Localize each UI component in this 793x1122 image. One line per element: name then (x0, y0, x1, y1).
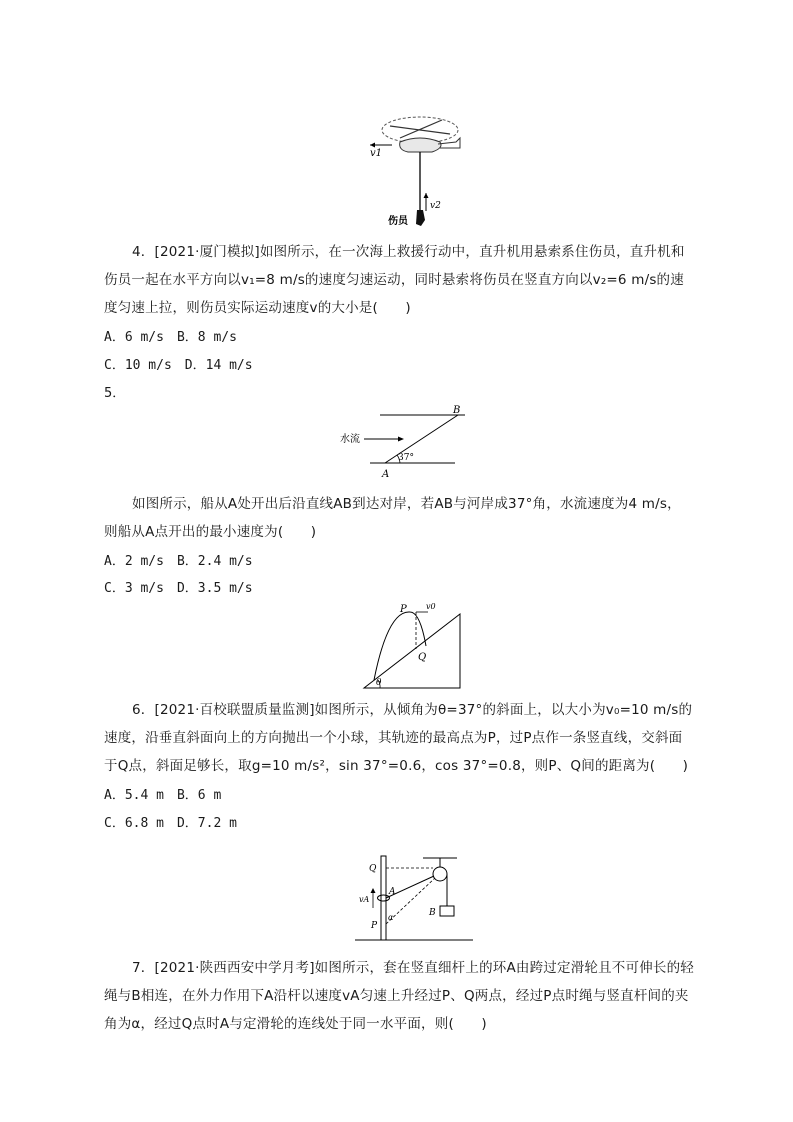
point-p-label: P (400, 604, 407, 615)
helicopter-figure (360, 108, 470, 233)
block-b-label: B (429, 908, 436, 918)
person-label: 伤员 (388, 216, 408, 227)
point-a-label: A (389, 887, 396, 897)
point-q-label: Q (369, 864, 377, 874)
q4-options-1[interactable]: A．6 m/s B．8 m/s (104, 330, 237, 345)
q6-stem: 6．[2021·百校联盟质量监测]如图所示，从倾角为θ=37°的斜面上，以大小为v₀=10 m/s的速度，沿垂直斜面向上的方向抛出一个小球，其轨迹的最高点为P，过P点作一条竖直线，交斜面于Q点，斜面足够长，取g=10 m/s²，sin 37°=0.6，cos 37°=0.8，则P、Q间的距离为( ) (104, 702, 693, 774)
q6-options-1[interactable]: A．5.4 m B．6 m (104, 788, 222, 803)
q5-stem: 如图所示，船从A处开出后沿直线AB到达对岸，若AB与河岸成37°角，水流速度为4 m/s，则船从A点开出的最小速度为( ) (104, 496, 681, 540)
rod (381, 856, 386, 940)
point-a-label: A (382, 469, 390, 480)
point-q-label: Q (418, 652, 427, 663)
v1-label: v1 (370, 148, 383, 159)
q5-options-2[interactable]: C．3 m/s D．3.5 m/s (104, 581, 253, 596)
angle-label: 37° (398, 453, 414, 463)
point-p-label: P (371, 921, 378, 931)
injured-person (416, 210, 425, 226)
alpha-label: α (388, 913, 394, 922)
q5-number: 5． (104, 386, 126, 401)
helicopter-body (400, 138, 441, 152)
ring-pulley-figure (345, 852, 475, 947)
incline (364, 614, 460, 688)
rotor-blade (400, 120, 442, 138)
helicopter-tail (438, 138, 460, 148)
v0-label: v0 (426, 602, 436, 611)
q5-options-1[interactable]: A．2 m/s B．2.4 m/s (104, 554, 253, 569)
pulley (433, 867, 447, 881)
point-b-label: B (453, 405, 461, 416)
theta-label: θ (376, 678, 382, 688)
block-b (440, 906, 454, 916)
q6-options-2[interactable]: C．6.8 m D．7.2 m (104, 816, 237, 831)
v2-label: v2 (430, 201, 441, 211)
incline-figure (360, 600, 465, 692)
river-figure (340, 405, 470, 485)
q4-options-2[interactable]: C．10 m/s D．14 m/s (104, 358, 253, 373)
q7-stem: 7．[2021·陕西西安中学月考]如图所示，套在竖直细杆上的环A由跨过定滑轮且不可伸长的轻绳与B相连，在外力作用下A沿杆以速度vA匀速上升经过P、Q两点，经过P点时绳与竖直杆间的夹角为α，经过Q点时A与定滑轮的连线处于同一水平面，则( ) (104, 960, 695, 1032)
flow-label: 水流 (340, 434, 360, 445)
va-label: vA (359, 895, 370, 904)
q4-stem: 4．[2021·厦门模拟]如图所示，在一次海上救援行动中，直升机用悬索系住伤员，直升机和伤员一起在水平方向以v₁=8 m/s的速度匀速运动，同时悬索将伤员在竖直方向以v₂=6 m/s的速度匀速上拉，则伤员实际运动速度v的大小是( ) (104, 244, 685, 316)
